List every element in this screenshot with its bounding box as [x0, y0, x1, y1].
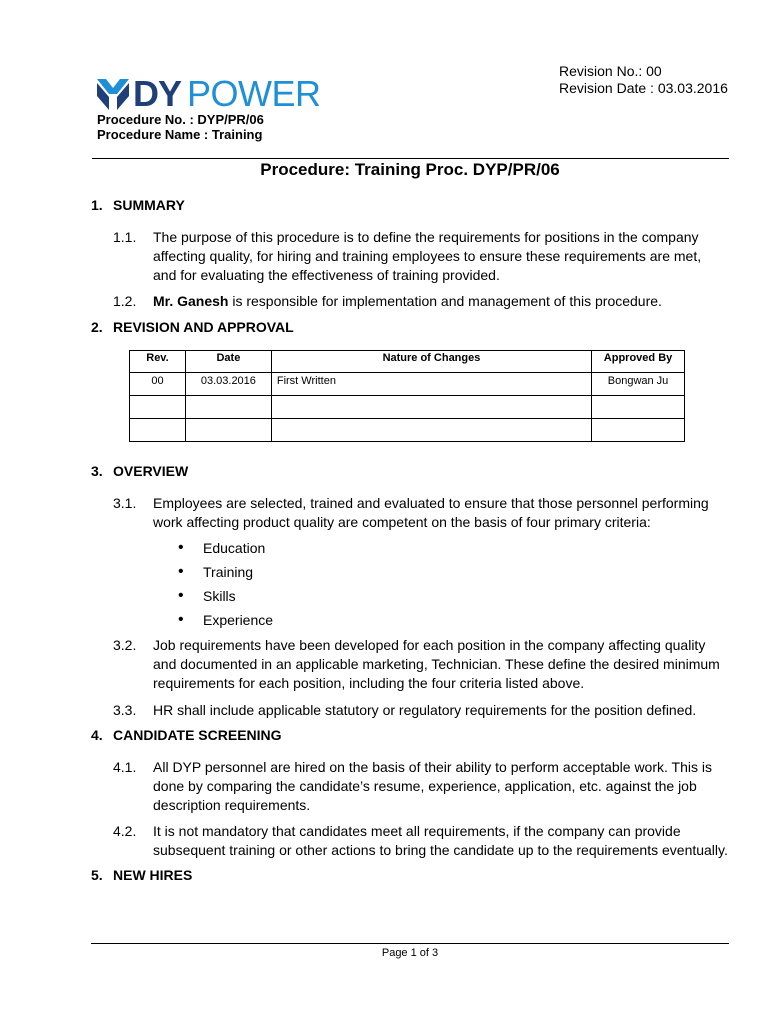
- paragraph-text: All DYP personnel are hired on the basis of their ability to perform acceptable work. This is done by comparing the candidate’s resume, experience, application, etc. against the job description requirements.: [153, 759, 712, 813]
- cell-changes: First Written: [271, 373, 591, 396]
- cell-rev: 00: [130, 373, 186, 396]
- document-title: Procedure: Training Proc. DYP/PR/06: [260, 160, 560, 179]
- section-title: CANDIDATE SCREENING: [113, 727, 282, 743]
- logo-text-dy: DY: [133, 73, 182, 114]
- paragraph-3-3: [113, 701, 728, 720]
- section-number: 4.: [91, 727, 103, 743]
- section-heading-revision: [91, 319, 294, 335]
- revision-meta: [559, 63, 728, 97]
- paragraph-number: 3.3.: [113, 702, 137, 718]
- bullet-text: Training: [203, 564, 254, 580]
- cell-changes: [271, 396, 591, 419]
- paragraph-text: It is not mandatory that candidates meet all requirements, if the company can provide subsequent training or other actions to bring the candidate up to the requirements eventually.: [153, 823, 728, 858]
- bullet-icon: •: [178, 587, 184, 604]
- procedure-meta: [97, 112, 264, 142]
- column-header-changes: Nature of Changes: [271, 351, 591, 373]
- footer-divider: [91, 943, 729, 944]
- table-row: [130, 419, 685, 442]
- cell-changes: [271, 419, 591, 442]
- paragraph-number: 1.1.: [113, 229, 137, 245]
- logo-mark-icon: [97, 77, 129, 111]
- paragraph-number: 4.2.: [113, 823, 137, 839]
- section-title: NEW HIRES: [113, 867, 193, 883]
- paragraph-text: HR shall include applicable statutory or regulatory requirements for the position defined.: [153, 702, 697, 718]
- revision-table: [129, 350, 685, 442]
- paragraph-1-2: [113, 292, 728, 311]
- section-number: 3.: [91, 463, 103, 479]
- cell-date: [185, 396, 271, 419]
- bullet-item: [178, 612, 273, 628]
- section-title: SUMMARY: [113, 197, 185, 213]
- paragraph-3-2: [113, 636, 728, 693]
- paragraph-number: 3.2.: [113, 637, 137, 653]
- section-title: REVISION AND APPROVAL: [113, 319, 294, 335]
- section-number: 1.: [91, 197, 103, 213]
- procedure-name: Procedure Name : Training: [97, 127, 263, 142]
- bullet-icon: •: [178, 563, 184, 580]
- bullet-item: [178, 564, 253, 580]
- cell-approved-by: [592, 396, 685, 419]
- bullet-icon: •: [178, 539, 184, 556]
- paragraph-text: [153, 292, 728, 311]
- section-heading-candidate-screening: [91, 727, 282, 743]
- table-header-row: [130, 351, 685, 373]
- column-header-date: Date: [185, 351, 271, 373]
- section-number: 2.: [91, 319, 103, 335]
- section-heading-new-hires: [91, 867, 192, 883]
- cell-rev: [130, 419, 186, 442]
- cell-approved-by: [592, 419, 685, 442]
- section-heading-overview: [91, 463, 188, 479]
- bullet-text: Education: [203, 540, 266, 556]
- paragraph-4-2: [113, 822, 728, 860]
- paragraph-1-1: [113, 228, 728, 285]
- table-row: [130, 373, 685, 396]
- logo-text-power: POWER: [187, 73, 321, 114]
- paragraph-text: Job requirements have been developed for each position in the company affecting quality and documented in an applicable marketing, Technician. These define the desired minimum requirements for each position, including the four criteria listed above.: [153, 637, 720, 691]
- cell-approved-by: Bongwan Ju: [592, 373, 685, 396]
- cell-date: 03.03.2016: [185, 373, 271, 396]
- page-number: Page 1 of 3: [381, 947, 439, 959]
- header-divider: [92, 158, 729, 159]
- responsible-person: Mr. Ganesh: [153, 293, 229, 309]
- section-number: 5.: [91, 867, 103, 883]
- cell-date: [185, 419, 271, 442]
- section-heading-summary: [91, 197, 185, 213]
- column-header-rev: Rev.: [130, 351, 186, 373]
- table-row: [130, 396, 685, 419]
- paragraph-number: 4.1.: [113, 759, 137, 775]
- bullet-text: Skills: [203, 588, 236, 604]
- bullet-icon: •: [178, 611, 184, 628]
- revision-number: Revision No.: 00: [559, 63, 662, 79]
- paragraph-4-1: [113, 758, 728, 815]
- paragraph-number: 1.2.: [113, 293, 137, 309]
- bullet-item: [178, 588, 236, 604]
- bullet-item: [178, 540, 265, 556]
- bullet-text: Experience: [203, 612, 274, 628]
- revision-date: Revision Date : 03.03.2016: [559, 80, 728, 96]
- paragraph-text: Employees are selected, trained and evaluated to ensure that those personnel performing work affecting product quality are competent on the basis of four primary criteria:: [153, 495, 709, 530]
- cell-rev: [130, 396, 186, 419]
- section-title: OVERVIEW: [113, 463, 189, 479]
- company-logo: [97, 73, 321, 114]
- paragraph-text-rest: is responsible for implementation and management of this procedure.: [228, 293, 662, 309]
- column-header-approved-by: Approved By: [592, 351, 685, 373]
- procedure-number: Procedure No. : DYP/PR/06: [97, 112, 264, 127]
- paragraph-text: The purpose of this procedure is to define the requirements for positions in the company affecting quality, for hiring and training employees to ensure these requirements are met, and for evaluating the effectiveness of training provided.: [153, 229, 702, 283]
- paragraph-number: 3.1.: [113, 495, 137, 511]
- paragraph-3-1: [113, 494, 728, 532]
